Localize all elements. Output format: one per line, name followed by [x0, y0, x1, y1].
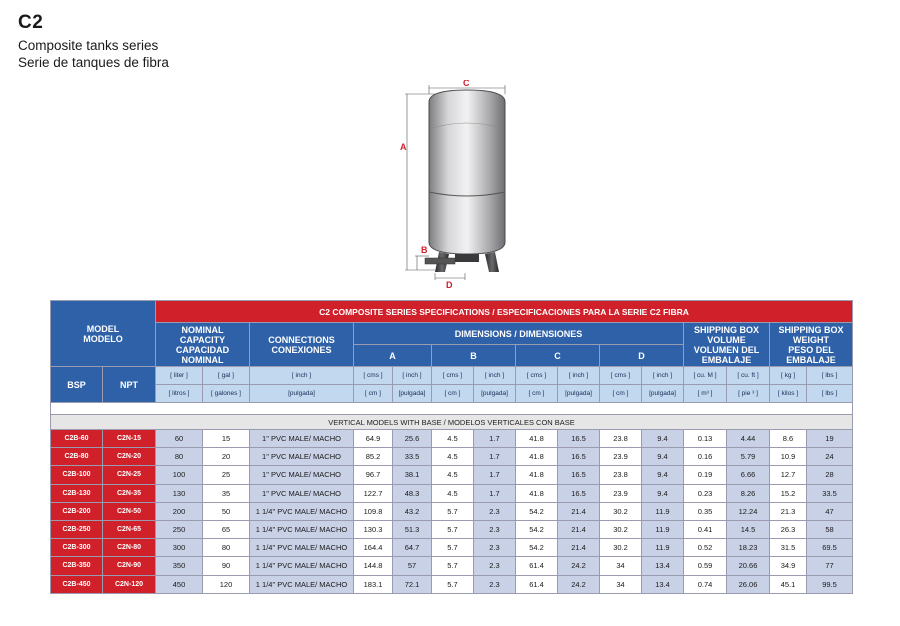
npt-model-cell: C2N-35 [103, 484, 156, 502]
table-cell: 26.3 [770, 520, 807, 538]
table-cell: 18.23 [727, 539, 770, 557]
table-cell: 61.4 [516, 557, 558, 575]
table-cell: 9.4 [642, 430, 684, 448]
table-cell: 0.35 [684, 502, 727, 520]
tank-body [429, 90, 505, 254]
vertical-models-title: VERTICAL MODELS WITH BASE / MODELOS VERTICALES CON BASE [51, 415, 853, 430]
unit-en: [ cms ] [432, 367, 474, 385]
table-cell: 2.3 [474, 539, 516, 557]
table-row [51, 502, 853, 520]
table-cell: 5.7 [432, 557, 474, 575]
page-title: C2 [18, 12, 44, 33]
subtitle-spanish: Serie de tanques de fibra [18, 55, 169, 70]
table-cell: 80 [203, 539, 250, 557]
table-cell: 350 [156, 557, 203, 575]
table-cell: 1 1/4" PVC MALE/ MACHO [250, 502, 354, 520]
table-cell: 5.7 [432, 502, 474, 520]
table-cell: 64.7 [393, 539, 432, 557]
table-cell: 200 [156, 502, 203, 520]
table-cell: 58 [807, 520, 853, 538]
specifications-table [50, 300, 853, 594]
table-cell: 1.7 [474, 466, 516, 484]
unit-es: [ kilos ] [770, 385, 807, 403]
shipping-weight-header: SHIPPING BOX WEIGHT PESO DEL EMBALAJE [770, 323, 853, 367]
table-cell: 5.7 [432, 539, 474, 557]
unit-en: [ cms ] [516, 367, 558, 385]
table-cell: 1 1/4" PVC MALE/ MACHO [250, 557, 354, 575]
table-cell: 20.66 [727, 557, 770, 575]
table-cell: 0.23 [684, 484, 727, 502]
unit-en: [ inch ] [474, 367, 516, 385]
table-cell: 11.9 [642, 502, 684, 520]
unit-en: [ liter ] [156, 367, 203, 385]
table-cell: 0.16 [684, 448, 727, 466]
table-cell: 4.44 [727, 430, 770, 448]
table-cell: 77 [807, 557, 853, 575]
unit-en: [ inch ] [642, 367, 684, 385]
dimension-d-header: D [600, 345, 684, 367]
table-cell: 8.26 [727, 484, 770, 502]
table-cell: 35 [203, 484, 250, 502]
table-cell: 30.2 [600, 520, 642, 538]
table-cell: 0.52 [684, 539, 727, 557]
table-cell: 1 1/4" PVC MALE/ MACHO [250, 575, 354, 593]
table-cell: 24 [807, 448, 853, 466]
table-cell: 1.7 [474, 484, 516, 502]
table-cell: 26.06 [727, 575, 770, 593]
table-cell: 2.3 [474, 502, 516, 520]
dimension-label-c: C [463, 80, 470, 88]
table-cell: 9.4 [642, 484, 684, 502]
npt-model-cell: C2N-50 [103, 502, 156, 520]
table-cell: 69.5 [807, 539, 853, 557]
table-cell: 57 [393, 557, 432, 575]
table-cell: 122.7 [354, 484, 393, 502]
table-cell: 21.4 [558, 539, 600, 557]
table-cell: 33.5 [807, 484, 853, 502]
table-cell: 144.8 [354, 557, 393, 575]
table-cell: 23.9 [600, 484, 642, 502]
table-cell: 16.5 [558, 466, 600, 484]
data-rows [51, 430, 853, 594]
table-cell: 5.7 [432, 575, 474, 593]
table-cell: 5.7 [432, 520, 474, 538]
table-cell: 30.2 [600, 502, 642, 520]
bsp-model-cell: C2B-60 [51, 430, 103, 448]
unit-en: [ inch ] [250, 367, 354, 385]
table-cell: 4.5 [432, 484, 474, 502]
dimension-b-header: B [432, 345, 516, 367]
unit-en: [ cu. ft ] [727, 367, 770, 385]
dimension-label-a: A [400, 142, 407, 152]
table-cell: 64.9 [354, 430, 393, 448]
npt-model-cell: C2N-20 [103, 448, 156, 466]
npt-model-cell: C2N-25 [103, 466, 156, 484]
bsp-model-cell: C2B-300 [51, 539, 103, 557]
tank-base [425, 252, 499, 272]
unit-es: [ m³ ] [684, 385, 727, 403]
table-cell: 0.41 [684, 520, 727, 538]
unit-es: [ cm ] [354, 385, 393, 403]
table-row [51, 575, 853, 593]
table-cell: 47 [807, 502, 853, 520]
bsp-model-cell: C2B-450 [51, 575, 103, 593]
table-cell: 16.5 [558, 484, 600, 502]
unit-es: [ galones ] [203, 385, 250, 403]
table-cell: 21.3 [770, 502, 807, 520]
table-cell: 164.4 [354, 539, 393, 557]
table-cell: 31.5 [770, 539, 807, 557]
table-cell: 1" PVC MALE/ MACHO [250, 484, 354, 502]
connections-header: CONNECTIONS CONEXIONES [250, 323, 354, 367]
table-cell: 21.4 [558, 520, 600, 538]
dimension-label-d: D [446, 280, 453, 290]
table-cell: 0.19 [684, 466, 727, 484]
table-cell: 54.2 [516, 502, 558, 520]
dimension-c-header: C [516, 345, 600, 367]
table-cell: 20 [203, 448, 250, 466]
table-cell: 41.8 [516, 466, 558, 484]
table-cell: 61.4 [516, 575, 558, 593]
table-cell: 2.3 [474, 520, 516, 538]
table-cell: 45.1 [770, 575, 807, 593]
npt-model-cell: C2N-15 [103, 430, 156, 448]
unit-en: [ inch ] [393, 367, 432, 385]
table-cell: 23.8 [600, 466, 642, 484]
table-row [51, 539, 853, 557]
table-cell: 1 1/4" PVC MALE/ MACHO [250, 539, 354, 557]
table-cell: 96.7 [354, 466, 393, 484]
unit-es: [ litros ] [156, 385, 203, 403]
table-cell: 0.59 [684, 557, 727, 575]
table-cell: 0.74 [684, 575, 727, 593]
table-cell: 450 [156, 575, 203, 593]
table-cell: 1 1/4" PVC MALE/ MACHO [250, 520, 354, 538]
unit-en: [ kg ] [770, 367, 807, 385]
table-cell: 13.4 [642, 575, 684, 593]
table-cell: 34.9 [770, 557, 807, 575]
dimensions-header: DIMENSIONS / DIMENSIONES [354, 323, 684, 345]
unit-es: [pulgada] [393, 385, 432, 403]
table-cell: 13.4 [642, 557, 684, 575]
table-cell: 60 [156, 430, 203, 448]
unit-en: [ cms ] [600, 367, 642, 385]
bsp-model-cell: C2B-100 [51, 466, 103, 484]
bsp-model-cell: C2B-350 [51, 557, 103, 575]
unit-en: [ inch ] [558, 367, 600, 385]
table-cell: 1.7 [474, 430, 516, 448]
npt-model-cell: C2N-80 [103, 539, 156, 557]
table-cell: 8.6 [770, 430, 807, 448]
table-row [51, 430, 853, 448]
table-cell: 48.3 [393, 484, 432, 502]
table-cell: 14.5 [727, 520, 770, 538]
table-cell: 11.9 [642, 520, 684, 538]
table-cell: 54.2 [516, 539, 558, 557]
table-cell: 250 [156, 520, 203, 538]
table-cell: 16.5 [558, 430, 600, 448]
table-cell: 51.3 [393, 520, 432, 538]
table-cell: 19 [807, 430, 853, 448]
table-cell: 41.8 [516, 448, 558, 466]
bsp-model-cell: C2B-200 [51, 502, 103, 520]
table-cell: 4.5 [432, 448, 474, 466]
table-cell: 38.1 [393, 466, 432, 484]
table-row [51, 448, 853, 466]
table-cell: 120 [203, 575, 250, 593]
table-cell: 109.8 [354, 502, 393, 520]
unit-es: [ cm ] [600, 385, 642, 403]
table-cell: 80 [156, 448, 203, 466]
unit-es: [pulgada] [558, 385, 600, 403]
table-cell: 1" PVC MALE/ MACHO [250, 466, 354, 484]
table-cell: 15 [203, 430, 250, 448]
table-cell: 23.8 [600, 430, 642, 448]
bsp-model-cell: C2B-80 [51, 448, 103, 466]
table-cell: 2.3 [474, 575, 516, 593]
table-cell: 23.9 [600, 448, 642, 466]
unit-es: [ cm ] [516, 385, 558, 403]
table-cell: 4.5 [432, 466, 474, 484]
table-cell: 12.24 [727, 502, 770, 520]
table-cell: 34 [600, 575, 642, 593]
dimension-label-b: B [421, 245, 428, 255]
table-cell: 183.1 [354, 575, 393, 593]
table-cell: 41.8 [516, 484, 558, 502]
spec-table-title: C2 COMPOSITE SERIES SPECIFICATIONS / ESPECIFICACIONES PARA LA SERIE C2 FIBRA [156, 301, 853, 323]
table-cell: 300 [156, 539, 203, 557]
unit-en: [ lbs ] [807, 367, 853, 385]
capacity-header: NOMINAL CAPACITY CAPACIDAD NOMINAL [156, 323, 250, 367]
table-cell: 25.6 [393, 430, 432, 448]
bsp-model-cell: C2B-130 [51, 484, 103, 502]
table-cell: 0.13 [684, 430, 727, 448]
unit-en: [ gal ] [203, 367, 250, 385]
table-cell: 6.66 [727, 466, 770, 484]
bsp-model-cell: C2B-250 [51, 520, 103, 538]
npt-model-cell: C2N-90 [103, 557, 156, 575]
npt-model-cell: C2N-65 [103, 520, 156, 538]
table-cell: 1.7 [474, 448, 516, 466]
table-cell: 72.1 [393, 575, 432, 593]
unit-en: [ cms ] [354, 367, 393, 385]
unit-es: [ pie ³ ] [727, 385, 770, 403]
table-cell: 10.9 [770, 448, 807, 466]
unit-es: [ cm ] [432, 385, 474, 403]
table-cell: 4.5 [432, 430, 474, 448]
table-cell: 54.2 [516, 520, 558, 538]
table-cell: 33.5 [393, 448, 432, 466]
unit-es: [ lbs ] [807, 385, 853, 403]
table-row [51, 520, 853, 538]
table-cell: 9.4 [642, 448, 684, 466]
model-header: MODEL MODELO [51, 301, 156, 367]
table-cell: 11.9 [642, 539, 684, 557]
table-cell: 85.2 [354, 448, 393, 466]
table-cell: 24.2 [558, 557, 600, 575]
tank-diagram [395, 80, 525, 290]
table-cell: 34 [600, 557, 642, 575]
unit-es: [pulgada] [250, 385, 354, 403]
table-cell: 24.2 [558, 575, 600, 593]
table-cell: 43.2 [393, 502, 432, 520]
table-cell: 65 [203, 520, 250, 538]
table-cell: 99.5 [807, 575, 853, 593]
subtitle-english: Composite tanks series [18, 38, 159, 53]
table-cell: 28 [807, 466, 853, 484]
table-row [51, 466, 853, 484]
table-cell: 100 [156, 466, 203, 484]
table-cell: 41.8 [516, 430, 558, 448]
table-cell: 1" PVC MALE/ MACHO [250, 430, 354, 448]
shipping-volume-header: SHIPPING BOX VOLUME VOLUMEN DEL EMBALAJE [684, 323, 770, 367]
table-cell: 2.3 [474, 557, 516, 575]
table-cell: 130.3 [354, 520, 393, 538]
npt-header: NPT [103, 367, 156, 403]
npt-model-cell: C2N-120 [103, 575, 156, 593]
dimension-a-header: A [354, 345, 432, 367]
table-cell: 12.7 [770, 466, 807, 484]
bsp-header: BSP [51, 367, 103, 403]
unit-es: [pulgada] [474, 385, 516, 403]
unit-es: [pulgada] [642, 385, 684, 403]
table-row [51, 484, 853, 502]
table-cell: 30.2 [600, 539, 642, 557]
table-spacer [51, 403, 853, 415]
table-cell: 5.79 [727, 448, 770, 466]
table-cell: 16.5 [558, 448, 600, 466]
table-cell: 130 [156, 484, 203, 502]
table-cell: 21.4 [558, 502, 600, 520]
table-cell: 50 [203, 502, 250, 520]
table-cell: 25 [203, 466, 250, 484]
table-cell: 9.4 [642, 466, 684, 484]
table-cell: 90 [203, 557, 250, 575]
table-cell: 15.2 [770, 484, 807, 502]
unit-en: [ cu. M ] [684, 367, 727, 385]
table-row [51, 557, 853, 575]
table-cell: 1" PVC MALE/ MACHO [250, 448, 354, 466]
